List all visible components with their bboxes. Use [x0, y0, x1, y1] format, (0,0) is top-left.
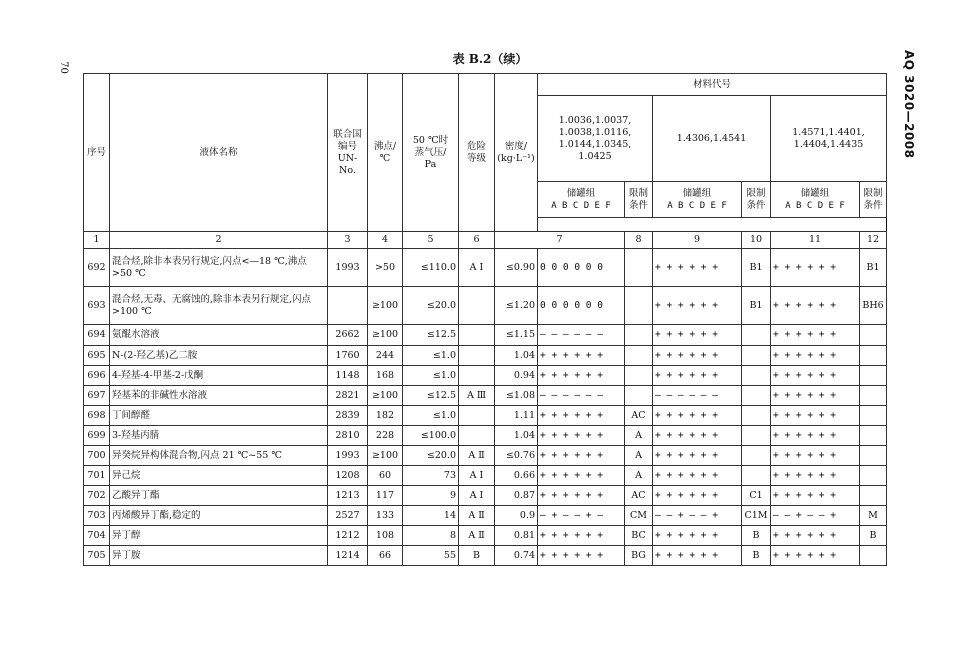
- row-restrict-2: [742, 446, 771, 466]
- row-liquid-name: N-(2-羟乙基)乙二胺: [110, 346, 328, 366]
- row-restrict-1: [625, 249, 653, 287]
- row-hazard-class: [459, 346, 495, 366]
- row-restrict-3: [860, 406, 887, 426]
- row-hazard-class: [459, 287, 495, 325]
- row-tank-group-3: + + + + + +: [771, 249, 860, 287]
- header-un-line2: 编号: [337, 140, 357, 152]
- row-tank-group-1: — — — — — —: [538, 325, 625, 346]
- row-restrict-2: [742, 366, 771, 386]
- row-tank-group-2: + + + + + +: [653, 249, 742, 287]
- row-restrict-1: [625, 287, 653, 325]
- row-restrict-3: [860, 486, 887, 506]
- header-density-line1: 密度/: [504, 140, 528, 152]
- row-restrict-1: A: [625, 466, 653, 486]
- row-density: 0.74: [495, 546, 538, 566]
- row-hazard-class: B: [459, 546, 495, 566]
- row-restrict-3: M: [860, 506, 887, 526]
- row-restrict-2: B1: [742, 249, 771, 287]
- row-seq: 704: [84, 526, 110, 546]
- row-vapor-pressure: ≤12.5: [403, 386, 459, 406]
- row-vapor-pressure: ≤1.0: [403, 406, 459, 426]
- row-tank-group-3: + + + + + +: [771, 526, 860, 546]
- row-restrict-1: AC: [625, 406, 653, 426]
- row-restrict-3: [860, 466, 887, 486]
- row-tank-group-2: + + + + + +: [653, 366, 742, 386]
- row-hazard-class: A Ⅰ: [459, 466, 495, 486]
- table-row: [84, 325, 887, 346]
- row-restrict-3: [860, 325, 887, 346]
- row-restrict-2: C1: [742, 486, 771, 506]
- restrict-2-line1: 限制: [746, 187, 766, 199]
- tank-group-3-letters: A B C D E F: [785, 200, 845, 211]
- row-density: ≤0.76: [495, 446, 538, 466]
- header-hazard: [459, 74, 495, 232]
- row-un-number: 2810: [328, 426, 368, 446]
- row-liquid-name: 乙酸异丁酯: [110, 486, 328, 506]
- header-hazard-line2: 等级: [466, 152, 486, 164]
- row-vapor-pressure: ≤20.0: [403, 446, 459, 466]
- standard-code: AQ 3020—2008: [902, 50, 916, 159]
- row-density: 1.04: [495, 346, 538, 366]
- row-restrict-2: [742, 386, 771, 406]
- column-number: 8: [625, 232, 653, 249]
- row-un-number: 1212: [328, 526, 368, 546]
- header-vp-line1: 50 ℃时: [412, 134, 449, 146]
- row-tank-group-2: + + + + + +: [653, 406, 742, 426]
- row-tank-group-2: + + + + + +: [653, 546, 742, 566]
- row-liquid-name: 丙烯酸异丁酯,稳定的: [110, 506, 328, 526]
- row-tank-group-3: + + + + + +: [771, 406, 860, 426]
- row-seq: 695: [84, 346, 110, 366]
- row-restrict-1: A: [625, 426, 653, 446]
- column-number: 7: [495, 232, 625, 249]
- material-group1-line3: 1.0144,1.0345,: [558, 138, 632, 150]
- row-liquid-name: 4-羟基-4-甲基-2-戊酮: [110, 366, 328, 386]
- restrict-1: [625, 182, 653, 218]
- row-tank-group-1: + + + + + +: [538, 526, 625, 546]
- row-boiling-point: ≥100: [368, 446, 403, 466]
- row-density: ≤1.15: [495, 325, 538, 346]
- material-group1-line4: 1.0425: [578, 150, 612, 162]
- row-tank-group-1: — + — — + —: [538, 506, 625, 526]
- row-liquid-name: 异丁醇: [110, 526, 328, 546]
- data-table: [83, 73, 887, 566]
- row-tank-group-3: + + + + + +: [771, 546, 860, 566]
- row-un-number: 1148: [328, 366, 368, 386]
- row-vapor-pressure: ≤20.0: [403, 287, 459, 325]
- row-tank-group-2: + + + + + +: [653, 486, 742, 506]
- material-group1-line1: 1.0036,1.0037,: [558, 114, 632, 126]
- table-row: [84, 506, 887, 526]
- row-liquid-name: 丁间醇醛: [110, 406, 328, 426]
- column-number: 6: [459, 232, 495, 249]
- row-tank-group-1: + + + + + +: [538, 466, 625, 486]
- row-vapor-pressure: 8: [403, 526, 459, 546]
- row-tank-group-2: + + + + + +: [653, 346, 742, 366]
- row-restrict-3: [860, 386, 887, 406]
- row-hazard-class: [459, 406, 495, 426]
- tank-group-2: [653, 182, 742, 218]
- row-un-number: 2527: [328, 506, 368, 526]
- row-vapor-pressure: 55: [403, 546, 459, 566]
- restrict-3-line2: 条件: [863, 199, 883, 211]
- header-material-group1: [538, 96, 653, 182]
- row-seq: 697: [84, 386, 110, 406]
- material-group2-line1: 1.4306,1.4541: [676, 132, 747, 144]
- row-seq: 705: [84, 546, 110, 566]
- row-tank-group-2: + + + + + +: [653, 466, 742, 486]
- row-seq: 693: [84, 287, 110, 325]
- row-restrict-1: BC: [625, 526, 653, 546]
- row-tank-group-1: + + + + + +: [538, 366, 625, 386]
- row-density: 0.87: [495, 486, 538, 506]
- row-tank-group-1: + + + + + +: [538, 546, 625, 566]
- table-row: [84, 287, 887, 325]
- row-un-number: 1993: [328, 249, 368, 287]
- table-row: [84, 446, 887, 466]
- tank-group-1-title: 储罐组: [566, 187, 596, 199]
- row-restrict-1: A: [625, 446, 653, 466]
- row-liquid-name: 混合烃,无毒、无腐蚀的,除非本表另行规定,闪点>100 ℃: [110, 287, 328, 325]
- row-seq: 700: [84, 446, 110, 466]
- tank-group-3-title: 储罐组: [800, 187, 830, 199]
- row-restrict-2: [742, 346, 771, 366]
- row-tank-group-2: + + + + + +: [653, 325, 742, 346]
- table-row: [84, 546, 887, 566]
- row-tank-group-3: + + + + + +: [771, 366, 860, 386]
- row-tank-group-2: + + + + + +: [653, 526, 742, 546]
- header-vp-line2: 蒸气压/: [414, 146, 447, 158]
- row-liquid-name: 3-羟基丙腈: [110, 426, 328, 446]
- table-row: [84, 426, 887, 446]
- tank-group-1: [538, 182, 625, 218]
- restrict-3-line1: 限制: [863, 187, 883, 199]
- row-hazard-class: A Ⅱ: [459, 526, 495, 546]
- row-boiling-point: >50: [368, 249, 403, 287]
- row-seq: 701: [84, 466, 110, 486]
- row-restrict-1: [625, 366, 653, 386]
- table-row: [84, 346, 887, 366]
- row-tank-group-3: + + + + + +: [771, 346, 860, 366]
- row-restrict-3: [860, 446, 887, 466]
- row-hazard-class: [459, 325, 495, 346]
- row-tank-group-3: + + + + + +: [771, 466, 860, 486]
- row-tank-group-1: + + + + + +: [538, 346, 625, 366]
- row-seq: 699: [84, 426, 110, 446]
- header-un: [328, 74, 368, 232]
- row-hazard-class: A Ⅰ: [459, 486, 495, 506]
- row-un-number: [328, 287, 368, 325]
- row-un-number: 2821: [328, 386, 368, 406]
- table-row: [84, 249, 887, 287]
- restrict-1-line1: 限制: [628, 187, 648, 199]
- row-un-number: 1993: [328, 446, 368, 466]
- row-density: ≤1.08: [495, 386, 538, 406]
- row-hazard-class: A Ⅱ: [459, 446, 495, 466]
- row-restrict-1: AC: [625, 486, 653, 506]
- row-restrict-2: B: [742, 526, 771, 546]
- row-restrict-3: B1: [860, 249, 887, 287]
- row-tank-group-1: + + + + + +: [538, 426, 625, 446]
- row-restrict-1: CM: [625, 506, 653, 526]
- row-restrict-2: B: [742, 546, 771, 566]
- row-boiling-point: 182: [368, 406, 403, 426]
- material-group3-line1: 1.4571,1.4401,: [792, 126, 865, 138]
- row-tank-group-3: + + + + + +: [771, 446, 860, 466]
- row-liquid-name: 混合烃,除非本表另行规定,闪点<—18 ℃,沸点>50 ℃: [110, 249, 328, 287]
- row-seq: 696: [84, 366, 110, 386]
- row-boiling-point: ≥100: [368, 386, 403, 406]
- row-hazard-class: A Ⅰ: [459, 249, 495, 287]
- column-number: 4: [368, 232, 403, 249]
- row-hazard-class: A Ⅲ: [459, 386, 495, 406]
- row-tank-group-3: + + + + + +: [771, 325, 860, 346]
- header-vp-line3: Pa: [424, 158, 437, 170]
- row-un-number: 1214: [328, 546, 368, 566]
- row-seq: 702: [84, 486, 110, 506]
- row-un-number: 1213: [328, 486, 368, 506]
- row-tank-group-2: — — — — — —: [653, 386, 742, 406]
- row-density: 0.94: [495, 366, 538, 386]
- row-restrict-2: C1M: [742, 506, 771, 526]
- row-restrict-3: [860, 546, 887, 566]
- header-bp-line2: ℃: [379, 152, 391, 164]
- row-seq: 694: [84, 325, 110, 346]
- row-liquid-name: 异己烷: [110, 466, 328, 486]
- row-density: ≤1.20: [495, 287, 538, 325]
- row-restrict-3: BH6: [860, 287, 887, 325]
- row-vapor-pressure: ≤110.0: [403, 249, 459, 287]
- row-vapor-pressure: 73: [403, 466, 459, 486]
- row-tank-group-1: 0 0 0 0 0 0: [538, 287, 625, 325]
- restrict-1-line2: 条件: [628, 199, 648, 211]
- row-tank-group-1: — — — — — —: [538, 386, 625, 406]
- row-liquid-name: 异丁胺: [110, 546, 328, 566]
- tank-group-3: [771, 182, 860, 218]
- header-un-line1: 联合国: [333, 128, 362, 140]
- row-tank-group-3: — — + — — +: [771, 506, 860, 526]
- row-boiling-point: 117: [368, 486, 403, 506]
- header-hazard-line1: 危险: [466, 140, 486, 152]
- row-un-number: 1760: [328, 346, 368, 366]
- header-material-group2: [653, 96, 771, 182]
- header-density: [495, 74, 538, 232]
- row-tank-group-1: 0 0 0 0 0 0: [538, 249, 625, 287]
- row-liquid-name: 羟基苯的非碱性水溶液: [110, 386, 328, 406]
- tank-group-2-letters: A B C D E F: [667, 200, 727, 211]
- tank-group-2-title: 储罐组: [682, 187, 712, 199]
- row-restrict-1: BG: [625, 546, 653, 566]
- row-tank-group-2: — — + — — +: [653, 506, 742, 526]
- row-boiling-point: 228: [368, 426, 403, 446]
- row-tank-group-3: + + + + + +: [771, 486, 860, 506]
- restrict-2-line2: 条件: [746, 199, 766, 211]
- row-hazard-class: A Ⅱ: [459, 506, 495, 526]
- row-boiling-point: ≥100: [368, 287, 403, 325]
- row-tank-group-3: + + + + + +: [771, 426, 860, 446]
- row-tank-group-3: + + + + + +: [771, 386, 860, 406]
- header-bp: [368, 74, 403, 232]
- row-tank-group-2: + + + + + +: [653, 426, 742, 446]
- table-row: [84, 486, 887, 506]
- row-hazard-class: [459, 426, 495, 446]
- material-group1-line2: 1.0038,1.0116,: [558, 126, 632, 138]
- row-density: 0.9: [495, 506, 538, 526]
- row-boiling-point: 168: [368, 366, 403, 386]
- header-bp-line1: 沸点/: [373, 140, 397, 152]
- row-un-number: 1208: [328, 466, 368, 486]
- table-row: [84, 406, 887, 426]
- table-row: [84, 526, 887, 546]
- row-liquid-name: 异癸烷异构体混合物,闪点 21 ℃~55 ℃: [110, 446, 328, 466]
- row-restrict-2: [742, 466, 771, 486]
- column-number: 1: [84, 232, 110, 249]
- row-vapor-pressure: 14: [403, 506, 459, 526]
- row-restrict-1: [625, 346, 653, 366]
- row-restrict-3: [860, 366, 887, 386]
- table-row: [84, 386, 887, 406]
- row-restrict-3: B: [860, 526, 887, 546]
- row-vapor-pressure: ≤1.0: [403, 346, 459, 366]
- row-density: ≤0.90: [495, 249, 538, 287]
- column-number: 10: [742, 232, 771, 249]
- header-material-code: 材料代号: [538, 74, 887, 96]
- row-vapor-pressure: ≤1.0: [403, 366, 459, 386]
- row-boiling-point: ≥100: [368, 325, 403, 346]
- row-restrict-2: [742, 426, 771, 446]
- row-un-number: 2839: [328, 406, 368, 426]
- header-density-line2: (kg·L⁻¹): [497, 152, 535, 164]
- column-number: 9: [653, 232, 742, 249]
- tank-group-1-letters: A B C D E F: [551, 200, 611, 211]
- row-boiling-point: 244: [368, 346, 403, 366]
- table-row: [84, 366, 887, 386]
- row-density: 1.11: [495, 406, 538, 426]
- row-restrict-1: [625, 325, 653, 346]
- column-number: 3: [328, 232, 368, 249]
- column-number: 12: [860, 232, 887, 249]
- header-seq: 序号: [84, 74, 110, 232]
- header-vp: [403, 74, 459, 232]
- row-tank-group-2: + + + + + +: [653, 287, 742, 325]
- row-seq: 692: [84, 249, 110, 287]
- row-un-number: 2662: [328, 325, 368, 346]
- column-number: 11: [771, 232, 860, 249]
- row-tank-group-3: + + + + + +: [771, 287, 860, 325]
- header-material-group3: [771, 96, 887, 182]
- row-restrict-2: B1: [742, 287, 771, 325]
- row-tank-group-1: + + + + + +: [538, 406, 625, 426]
- row-restrict-2: [742, 325, 771, 346]
- column-number: 5: [403, 232, 459, 249]
- column-number: 2: [110, 232, 328, 249]
- header-un-line3: UN-No.: [337, 152, 358, 176]
- row-liquid-name: 氨醌水溶液: [110, 325, 328, 346]
- row-vapor-pressure: ≤12.5: [403, 325, 459, 346]
- material-group3-line2: 1.4404,1.4435: [793, 138, 864, 150]
- page-number: 70: [57, 61, 69, 74]
- restrict-2: [742, 182, 771, 218]
- row-boiling-point: 66: [368, 546, 403, 566]
- row-restrict-3: [860, 426, 887, 446]
- row-restrict-1: [625, 386, 653, 406]
- row-hazard-class: [459, 366, 495, 386]
- row-boiling-point: 133: [368, 506, 403, 526]
- header-name: 液体名称: [110, 74, 328, 232]
- row-boiling-point: 108: [368, 526, 403, 546]
- row-tank-group-1: + + + + + +: [538, 486, 625, 506]
- row-seq: 698: [84, 406, 110, 426]
- row-restrict-3: [860, 346, 887, 366]
- row-vapor-pressure: ≤100.0: [403, 426, 459, 446]
- row-density: 1.04: [495, 426, 538, 446]
- column-number-row: [84, 232, 887, 249]
- row-vapor-pressure: 9: [403, 486, 459, 506]
- table-caption: 表 B.2（续）: [452, 52, 528, 66]
- table-row: [84, 466, 887, 486]
- row-tank-group-2: + + + + + +: [653, 446, 742, 466]
- row-density: 0.81: [495, 526, 538, 546]
- row-density: 0.66: [495, 466, 538, 486]
- row-seq: 703: [84, 506, 110, 526]
- row-restrict-2: [742, 406, 771, 426]
- row-boiling-point: 60: [368, 466, 403, 486]
- restrict-3: [860, 182, 887, 218]
- row-tank-group-1: + + + + + +: [538, 446, 625, 466]
